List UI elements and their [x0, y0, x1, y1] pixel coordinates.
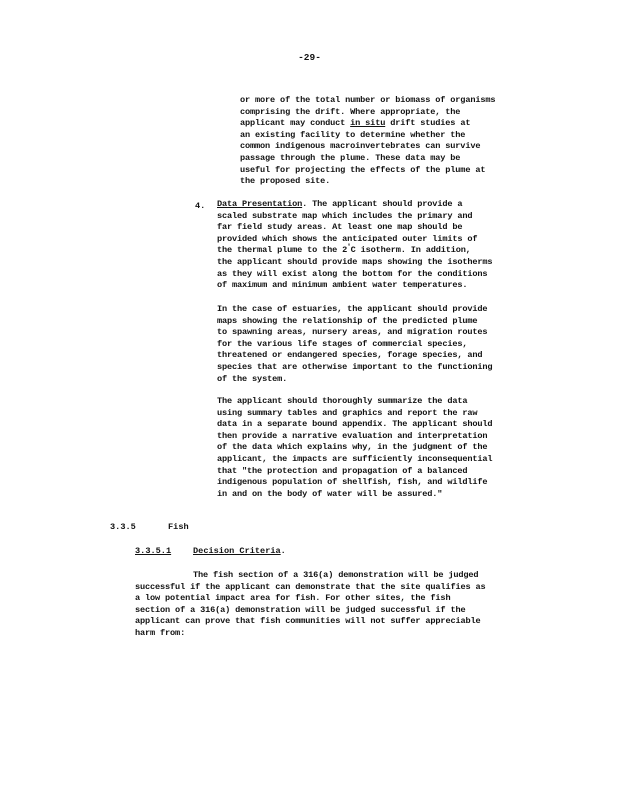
section-heading — [110, 522, 189, 532]
text-line: provided which shows the anticipated outer limits of — [217, 233, 478, 244]
text-line: In the case of estuaries, the applicant should provide — [217, 304, 488, 314]
text-line: data in a separate bound appendix. The applicant should — [217, 419, 493, 430]
text-line: in and on the body of water will be assured." — [217, 488, 443, 499]
text-line: far field study areas. At least one map should be — [217, 222, 463, 233]
text-line: using summary tables and graphics and report the raw — [217, 407, 478, 418]
subsection-title: Decision Criteria — [193, 546, 281, 556]
text-line: the applicant should provide maps showing the isotherms — [217, 256, 493, 267]
text-line: of the system. — [217, 373, 288, 384]
text-line: for the various life stages of commercial species, — [217, 338, 468, 349]
degree-symbol: ° — [347, 243, 351, 251]
text-line: passage through the plume. These data may be — [240, 152, 461, 163]
title-period: . — [302, 199, 313, 209]
data-presentation-paragraph-2 — [217, 304, 492, 385]
text-line: or more of the total number or biomass of organisms — [240, 95, 496, 105]
text-fragment: C isotherm. In addition, — [350, 245, 471, 256]
text-line: section of a 316(a) demonstration will be judged successful if the — [135, 604, 466, 615]
decision-criteria-paragraph — [135, 570, 486, 640]
subsection-number: 3.3.5.1 — [135, 546, 172, 556]
page-number: -29- — [298, 52, 321, 63]
text-line: of the data which explains why, in the judgment of the — [217, 442, 488, 453]
text-line: harm from: — [135, 627, 186, 638]
text-fragment: The applicant should provide a — [312, 199, 463, 209]
text-line: scaled substrate map which includes the primary and — [217, 210, 473, 221]
data-presentation-paragraph-1 — [217, 199, 492, 292]
text-fragment: drift studies at — [385, 118, 471, 129]
data-presentation-paragraph-3 — [217, 396, 492, 500]
text-line: of maximum and minimum ambient water temperatures. — [217, 280, 468, 291]
text-fragment: the thermal plume to the 2 — [217, 245, 348, 256]
title-period: . — [280, 546, 286, 556]
text-line: comprising the drift. Where appropriate, the — [240, 106, 461, 117]
data-presentation-title: Data Presentation — [217, 199, 303, 209]
text-line: a low potential impact area for fish. For other sites, the fish — [135, 593, 451, 604]
text-fragment: applicant may conduct — [240, 118, 351, 129]
text-line — [217, 199, 492, 211]
section-number: 3.3.5 — [110, 522, 136, 532]
text-line: applicant can prove that fish communities will not suffer appreciable — [135, 616, 481, 627]
text-line: to spawning areas, nursery areas, and migration routes — [217, 327, 488, 338]
text-line: common indigenous macroinvertebrates can survive — [240, 141, 481, 152]
drift-continuation-paragraph — [240, 95, 495, 188]
text-line: maps showing the relationship of the predicted plume — [217, 315, 478, 326]
text-line: as they will exist along the bottom for the conditions — [217, 268, 488, 279]
text-line: species that are otherwise important to the functioning — [217, 361, 493, 372]
text-line: The fish section of a 316(a) demonstration will be judged — [193, 570, 479, 580]
section-title: Fish — [168, 522, 189, 532]
text-line: the proposed site. — [240, 176, 331, 187]
subsection-heading — [135, 546, 286, 556]
text-line — [217, 245, 492, 257]
text-line: threatened or endangered species, forage species, and — [217, 350, 483, 361]
text-line — [240, 118, 495, 130]
text-line: useful for projecting the effects of the plume at — [240, 164, 486, 175]
text-line: applicant, the impacts are sufficiently inconsequential — [217, 453, 493, 464]
text-line: then provide a narrative evaluation and interpretation — [217, 430, 488, 441]
text-line: successful if the applicant can demonstrate that the site qualifies as — [135, 581, 486, 592]
text-line: that "the protection and propagation of a balanced — [217, 465, 468, 476]
in-situ-term: in situ — [350, 118, 386, 129]
text-line: an existing facility to determine whether the — [240, 129, 466, 140]
text-line: indigenous population of shellfish, fish, and wildlife — [217, 477, 488, 488]
item-number: 4. — [195, 201, 206, 211]
text-line: The applicant should thoroughly summarize the data — [217, 396, 468, 406]
